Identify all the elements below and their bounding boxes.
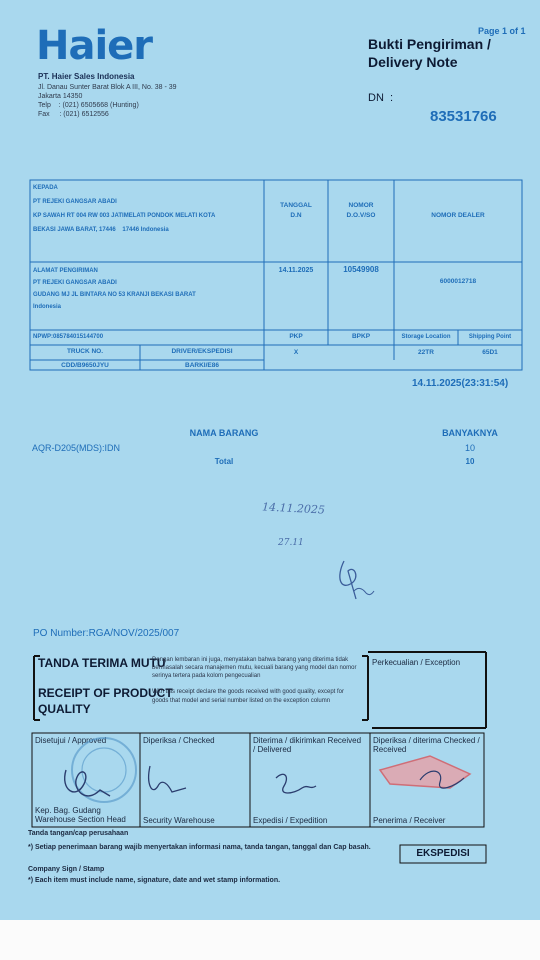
- receipt-text-en: With this receipt declare the goods received with good quality, except for goods that model and serial number listed on the exception column: [152, 689, 344, 704]
- ship-address-1: GUDANG MJ JL BINTARA NO 53 KRANJI BEKASI BARAT: [33, 292, 196, 298]
- sig-checked-foot: Security Warehouse: [143, 816, 215, 825]
- tanggal-label: TANGGAL: [280, 202, 312, 209]
- company-name: PT. Haier Sales Indonesia: [38, 72, 135, 81]
- sig-approved-head: Disetujui / Approved: [35, 736, 107, 745]
- receipt-title-id: TANDA TERIMA MUTU: [38, 656, 166, 670]
- total-label: Total: [214, 457, 234, 466]
- company-sign-label: Company Sign / Stamp: [28, 866, 105, 873]
- alamat-label: ALAMAT PENGIRIMAN: [33, 268, 98, 274]
- dealer-label: NOMOR DEALER: [431, 212, 485, 219]
- sig-delivered-foot: Expedisi / Expedition: [253, 816, 328, 825]
- doc-title-id: Bukti Pengiriman /: [368, 36, 491, 52]
- dn-label: DN :: [368, 92, 394, 104]
- col-nama-barang: NAMA BARANG: [189, 428, 259, 438]
- sig-checked-head: Diperiksa / Checked: [143, 736, 215, 745]
- dealer-value: 6000012718: [439, 278, 477, 285]
- so-value: 10549908: [343, 265, 379, 274]
- exception-label: Perkecualian / Exception: [372, 658, 461, 667]
- haier-logo: Haier: [36, 23, 153, 69]
- receipt-title-en-1: RECEIPT OF PRODUCT: [38, 686, 173, 700]
- printed-timestamp: 14.11.2025(23:31:54): [412, 378, 509, 389]
- sig-approved-foot: Kep. Bag. Gudang Warehouse Section Head: [35, 806, 126, 824]
- doc-title-en: Delivery Note: [368, 54, 458, 70]
- customer-name: PT REJEKI GANGSAR ABADI: [33, 199, 117, 205]
- po-number: PO Number:RGA/NOV/2025/007: [33, 628, 180, 639]
- page-indicator: Page 1 of 1: [478, 26, 526, 36]
- driver-value: BARKI/E86: [185, 362, 219, 369]
- item-name: AQR-D205(MDS):IDN: [32, 443, 121, 453]
- sig-delivered-head: Diterima / dikirimkan Received / Delivered: [253, 736, 362, 754]
- truck-value: CDD/B9650JYU: [61, 362, 109, 369]
- company-address: Jl. Danau Sunter Barat Blok A III, No. 38 - 39: [38, 84, 177, 91]
- note-english: *) Each item must include name, signature, date and wet stamp information.: [28, 877, 281, 884]
- sig-received-foot: Penerima / Receiver: [373, 816, 446, 825]
- kepada-label: KEPADA: [33, 185, 58, 191]
- bpkp-label: BPKP: [351, 333, 371, 340]
- stamp-note: Tanda tangan/cap perusahaan: [28, 830, 129, 837]
- ship-address-2: Indonesia: [33, 304, 62, 310]
- nomor-label: NOMOR: [348, 202, 374, 209]
- sig-received-head: Diperiksa / diterima Checked / Received: [373, 736, 480, 754]
- item-qty: 10: [464, 443, 475, 453]
- total-value: 10: [465, 457, 475, 466]
- dn-number: 83531766: [430, 108, 497, 125]
- copy-label: EKSPEDISI: [416, 848, 470, 859]
- expedition-signature: [276, 774, 316, 793]
- shipping-label: Shipping Point: [468, 334, 512, 340]
- receipt-text-id: Dengan lembaran ini juga, menyatakan bahwa barang yang diterima tidak bermasalah secara manajemen mutu, kecuali barang yang model dan nomor serinya tertera pada kolom pengecualian: [152, 657, 357, 679]
- dovso-label: D.O.V/SO: [346, 212, 376, 219]
- pkp-value: X: [293, 349, 299, 356]
- npwp: NPWP:085784015144700: [33, 334, 104, 340]
- truck-label: TRUCK NO.: [66, 348, 104, 355]
- company-phone: Telp : (021) 6505668 (Hunting): [38, 102, 139, 109]
- pkp-label: PKP: [289, 333, 303, 340]
- handwritten-note: 27.11: [278, 538, 304, 548]
- storage-label: Storage Location: [401, 334, 451, 340]
- date-value: 14.11.2025: [278, 267, 314, 274]
- customer-address-2: BEKASI JAWA BARAT, 17446 17446 Indonesia: [33, 227, 169, 233]
- note-indonesian: *) Setiap penerimaan barang wajib menyertakan informasi nama, tanda tangan, tanggal dan Cap basah.: [28, 844, 371, 851]
- handwritten-date: 14.11.2025: [261, 500, 326, 517]
- col-banyaknya: BANYAKNYA: [442, 428, 498, 438]
- security-signature: [149, 766, 186, 792]
- storage-value: 22TR: [418, 349, 434, 356]
- receipt-title-en-2: QUALITY: [38, 702, 91, 716]
- driver-label: DRIVER/EKSPEDISI: [171, 348, 233, 355]
- ship-name: PT REJEKI GANGSAR ABADI: [33, 280, 117, 286]
- customer-address-1: KP SAWAH RT 004 RW 003 JATIMELATI PONDOK MELATI KOTA: [33, 213, 216, 219]
- shipping-value: 65D1: [482, 349, 498, 356]
- dn-col-label: D.N: [290, 212, 302, 219]
- company-fax: Fax : (021) 6512556: [38, 111, 109, 118]
- company-city: Jakarta 14350: [38, 93, 83, 100]
